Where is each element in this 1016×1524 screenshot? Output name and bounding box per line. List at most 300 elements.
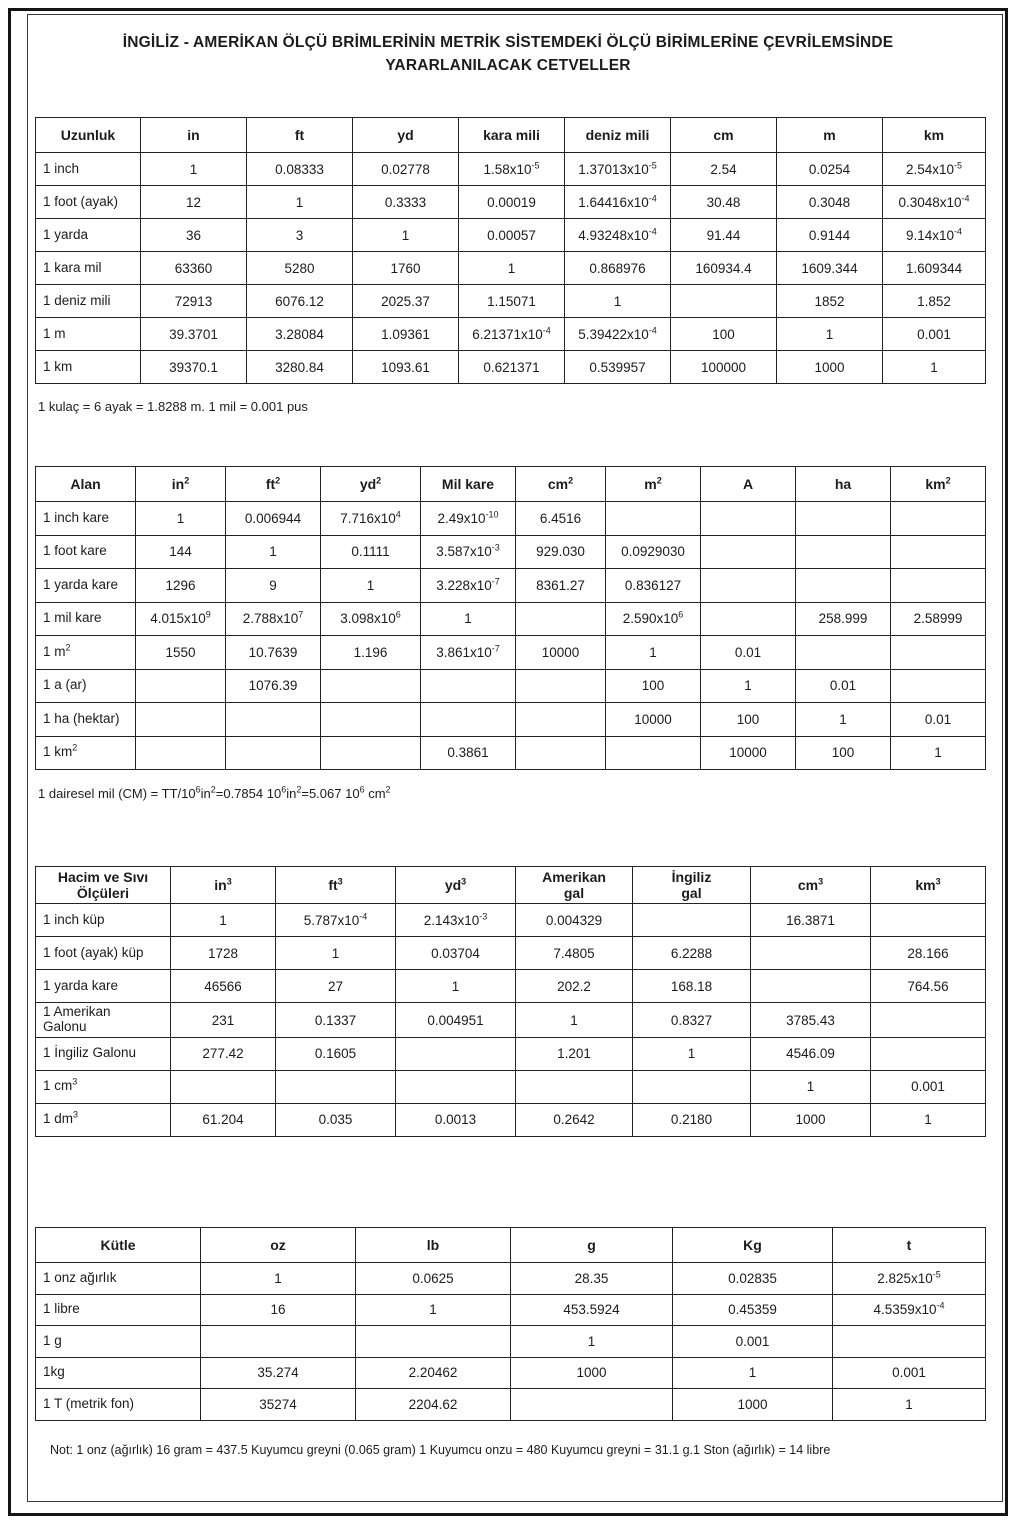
table-cell: [891, 636, 986, 670]
table-cell: [356, 1326, 511, 1358]
table-cell: 0.0625: [356, 1263, 511, 1295]
table-cell: [633, 904, 751, 937]
table-row: [36, 1070, 986, 1103]
table-cell: $4.5359x10^{-4}$: [833, 1294, 986, 1326]
table-row: [36, 1294, 986, 1326]
table-cell: 1: [673, 1357, 833, 1389]
table-row: [36, 285, 986, 318]
table-cell: [606, 502, 701, 536]
table-cell: [321, 736, 421, 770]
table-cell: 1000: [777, 351, 883, 384]
table-row: [36, 1037, 986, 1070]
table-cell: 1: [751, 1070, 871, 1103]
table-cell: 8361.27: [516, 569, 606, 603]
table-cell: 1.196: [321, 636, 421, 670]
column-header: $in^3$: [171, 867, 276, 904]
table-cell: [751, 970, 871, 1003]
table-cell: 1: [606, 636, 701, 670]
row-label: 1 $km^2$: [36, 736, 136, 770]
table-cell: [796, 535, 891, 569]
column-header: $ft^2$: [226, 467, 321, 502]
table-cell: 1: [777, 318, 883, 351]
table-cell: 1296: [136, 569, 226, 603]
column-header: km: [883, 118, 986, 153]
column-header: cm: [671, 118, 777, 153]
column-header: $cm^3$: [751, 867, 871, 904]
table-cell: [511, 1389, 673, 1421]
table-cell: 30.48: [671, 186, 777, 219]
table-cell: $9.14x10^{-4}$: [883, 219, 986, 252]
table-cell: 27: [276, 970, 396, 1003]
table-cell: 1000: [673, 1389, 833, 1421]
table-cell: 1.201: [516, 1037, 633, 1070]
table-cell: $2.49x10^{-10}$: [421, 502, 516, 536]
table-cell: 1: [276, 937, 396, 970]
column-header: t: [833, 1228, 986, 1263]
table-cell: 10000: [516, 636, 606, 670]
table-row: [36, 535, 986, 569]
table-cell: [833, 1326, 986, 1358]
column-header: Alan: [36, 467, 136, 502]
table-row: [36, 1357, 986, 1389]
table-row: [36, 351, 986, 384]
column-header: m: [777, 118, 883, 153]
page-title-line1: İNGİLİZ - AMERİKAN ÖLÇÜ BRİMLERİNİN METRİK SİSTEMDEKİ ÖLÇÜ BİRİMLERİNE ÇEVRİLEMSİNDE: [122, 34, 894, 51]
header-row: [36, 467, 986, 502]
column-header: ha: [796, 467, 891, 502]
table-cell: [633, 1070, 751, 1103]
table-cell: 0.004951: [396, 1003, 516, 1038]
mass-conversion-table: [35, 1227, 985, 1421]
table-cell: 2025.37: [353, 285, 459, 318]
table-cell: [171, 1070, 276, 1103]
table-cell: [276, 1070, 396, 1103]
table-row: [36, 703, 986, 737]
table-cell: 3: [247, 219, 353, 252]
table-cell: [226, 703, 321, 737]
table-cell: 100: [671, 318, 777, 351]
column-header: kara mili: [459, 118, 565, 153]
table-cell: 231: [171, 1003, 276, 1038]
table-cell: 1076.39: [226, 669, 321, 703]
table-cell: 3.28084: [247, 318, 353, 351]
table-cell: [871, 904, 986, 937]
table-cell: 1: [891, 736, 986, 770]
table-cell: [701, 502, 796, 536]
table-cell: $3.228x10^{-7}$: [421, 569, 516, 603]
column-header: A: [701, 467, 796, 502]
table-cell: [796, 502, 891, 536]
row-label: 1 Amerikan Galonu: [36, 1003, 171, 1038]
column-header: Mil kare: [421, 467, 516, 502]
row-label: 1 libre: [36, 1294, 201, 1326]
table-cell: 1: [396, 970, 516, 1003]
table-cell: 1.609344: [883, 252, 986, 285]
table-cell: 1000: [751, 1103, 871, 1136]
table-row: [36, 636, 986, 670]
row-label: 1 kara mil: [36, 252, 141, 285]
length-conversion-table: [35, 117, 985, 384]
table-cell: 0.1337: [276, 1003, 396, 1038]
row-label: 1 deniz mili: [36, 285, 141, 318]
table-cell: 9: [226, 569, 321, 603]
alan-grid: [35, 466, 986, 770]
table-cell: 0.00057: [459, 219, 565, 252]
table-cell: [516, 736, 606, 770]
table-cell: 12: [141, 186, 247, 219]
table-cell: 4546.09: [751, 1037, 871, 1070]
page-title: [40, 31, 976, 78]
row-label: 1 inch kare: [36, 502, 136, 536]
row-label: 1 inch küp: [36, 904, 171, 937]
table-cell: 764.56: [871, 970, 986, 1003]
table-cell: 1: [136, 502, 226, 536]
table-cell: 0.2642: [516, 1103, 633, 1136]
table-cell: 1: [833, 1389, 986, 1421]
table-cell: 63360: [141, 252, 247, 285]
table-cell: [701, 602, 796, 636]
page-title-line2: YARARLANILACAK CETVELLER: [385, 57, 631, 75]
table-cell: 0.001: [833, 1357, 986, 1389]
table-cell: 10000: [606, 703, 701, 737]
table-cell: 46566: [171, 970, 276, 1003]
table-cell: 1609.344: [777, 252, 883, 285]
column-header: Kg: [673, 1228, 833, 1263]
table-cell: 39.3701: [141, 318, 247, 351]
table-cell: [136, 703, 226, 737]
column-header: $cm^2$: [516, 467, 606, 502]
table-cell: 202.2: [516, 970, 633, 1003]
table-cell: 1: [141, 153, 247, 186]
table-row: [36, 219, 986, 252]
table-cell: $2.825x10^{-5}$: [833, 1263, 986, 1295]
table-cell: 28.35: [511, 1263, 673, 1295]
table-cell: $4.93248x10^{-4}$: [565, 219, 671, 252]
table-cell: $6.21371x10^{-4}$: [459, 318, 565, 351]
table-cell: 0.1111: [321, 535, 421, 569]
header-row: [36, 1228, 986, 1263]
table-row: [36, 970, 986, 1003]
table-cell: [871, 1003, 986, 1038]
table-cell: $4.015x10^9$: [136, 602, 226, 636]
row-label: 1 T (metrik fon): [36, 1389, 201, 1421]
row-label: 1 $dm^3$: [36, 1103, 171, 1136]
table-cell: [421, 703, 516, 737]
table-cell: $3.098x10^6$: [321, 602, 421, 636]
table-cell: 16: [201, 1294, 356, 1326]
table-cell: 1.09361: [353, 318, 459, 351]
table-cell: 10000: [701, 736, 796, 770]
table-cell: 0.0929030: [606, 535, 701, 569]
table-cell: 0.621371: [459, 351, 565, 384]
table-cell: [701, 569, 796, 603]
table-cell: [136, 736, 226, 770]
table-cell: 0.01: [891, 703, 986, 737]
table-cell: 0.01: [796, 669, 891, 703]
table-cell: [396, 1070, 516, 1103]
table-cell: 144: [136, 535, 226, 569]
table-cell: 0.001: [883, 318, 986, 351]
table-cell: 1: [421, 602, 516, 636]
column-header: oz: [201, 1228, 356, 1263]
kutle-grid: [35, 1227, 986, 1421]
table-cell: [871, 1037, 986, 1070]
row-label: 1 inch: [36, 153, 141, 186]
table-cell: 61.204: [171, 1103, 276, 1136]
table-cell: 1.852: [883, 285, 986, 318]
table-cell: 91.44: [671, 219, 777, 252]
column-header: Uzunluk: [36, 118, 141, 153]
table-cell: 1: [701, 669, 796, 703]
table-row: [36, 1103, 986, 1136]
table-cell: 1: [883, 351, 986, 384]
header-row: [36, 867, 986, 904]
row-label: 1 İngiliz Galonu: [36, 1037, 171, 1070]
table-cell: 1852: [777, 285, 883, 318]
column-header: Amerikan gal: [516, 867, 633, 904]
table-cell: 39370.1: [141, 351, 247, 384]
table-cell: 3785.43: [751, 1003, 871, 1038]
table-cell: [226, 736, 321, 770]
table-cell: 1000: [511, 1357, 673, 1389]
table-cell: 100: [796, 736, 891, 770]
table-cell: 2204.62: [356, 1389, 511, 1421]
table-row: [36, 252, 986, 285]
table-cell: 6.2288: [633, 937, 751, 970]
table-cell: $5.787x10^{-4}$: [276, 904, 396, 937]
table-cell: 10.7639: [226, 636, 321, 670]
table-cell: $5.39422x10^{-4}$: [565, 318, 671, 351]
row-label: 1 $m^2$: [36, 636, 136, 670]
table-cell: $3.861x10^{-7}$: [421, 636, 516, 670]
table-cell: 1: [516, 1003, 633, 1038]
table-cell: 0.3048: [777, 186, 883, 219]
table-cell: $1.64416x10^{-4}$: [565, 186, 671, 219]
table-cell: [891, 535, 986, 569]
table-cell: 1: [796, 703, 891, 737]
table-cell: [891, 669, 986, 703]
table-cell: [321, 703, 421, 737]
table-cell: 1: [247, 186, 353, 219]
table-cell: [796, 569, 891, 603]
header-row: [36, 118, 986, 153]
table-cell: [396, 1037, 516, 1070]
row-label: 1 a (ar): [36, 669, 136, 703]
table-cell: 100: [701, 703, 796, 737]
table-cell: 160934.4: [671, 252, 777, 285]
row-label: 1 yarda kare: [36, 569, 136, 603]
table-cell: 0.836127: [606, 569, 701, 603]
table-cell: 28.166: [871, 937, 986, 970]
column-header: $km^2$: [891, 467, 986, 502]
column-header: $yd^2$: [321, 467, 421, 502]
table-cell: 1550: [136, 636, 226, 670]
table-cell: 100000: [671, 351, 777, 384]
row-label: 1 onz ağırlık: [36, 1263, 201, 1295]
table-cell: 453.5924: [511, 1294, 673, 1326]
table-cell: 35.274: [201, 1357, 356, 1389]
table-cell: 1: [171, 904, 276, 937]
table-cell: 7.4805: [516, 937, 633, 970]
area-table-footnote: 1 dairesel mil $(CM) = TT/10^6in^2=0.7854$ $10^6in^2=5.067$ $10^6$ $cm^2$: [38, 784, 391, 801]
column-header: g: [511, 1228, 673, 1263]
table-cell: [421, 669, 516, 703]
column-header: $in^2$: [136, 467, 226, 502]
column-header: Hacim ve Sıvı Ölçüleri: [36, 867, 171, 904]
table-cell: $3.587x10^{-3}$: [421, 535, 516, 569]
table-cell: 929.030: [516, 535, 606, 569]
bottom-note: Not: 1 onz (ağırlık) 16 gram = 437.5 Kuyumcu greyni (0.065 gram) 1 Kuyumcu onzu = 480 Kuyumcu greyni = 31.1 g.1 Ston (ağırlık) = 14 libre: [50, 1443, 831, 1457]
column-header: $m^2$: [606, 467, 701, 502]
table-cell: 1: [353, 219, 459, 252]
table-cell: $0.3048x10^{-4}$: [883, 186, 986, 219]
table-cell: 0.004329: [516, 904, 633, 937]
table-cell: 2.58999: [891, 602, 986, 636]
area-conversion-table: [35, 466, 985, 770]
table-cell: [201, 1326, 356, 1358]
table-cell: 277.42: [171, 1037, 276, 1070]
table-cell: 0.03704: [396, 937, 516, 970]
table-row: [36, 669, 986, 703]
row-label: 1 km: [36, 351, 141, 384]
table-row: [36, 1389, 986, 1421]
table-cell: $1.37013x10^{-5}$: [565, 153, 671, 186]
table-cell: 1728: [171, 937, 276, 970]
table-cell: 6.4516: [516, 502, 606, 536]
table-cell: 0.035: [276, 1103, 396, 1136]
table-cell: [516, 602, 606, 636]
table-cell: 1.15071: [459, 285, 565, 318]
table-cell: [136, 669, 226, 703]
table-cell: 0.2180: [633, 1103, 751, 1136]
hacim-grid: [35, 866, 986, 1137]
table-cell: 168.18: [633, 970, 751, 1003]
table-cell: 2.20462: [356, 1357, 511, 1389]
table-row: [36, 602, 986, 636]
column-header: $yd^3$: [396, 867, 516, 904]
uzunluk-grid: [35, 117, 986, 384]
table-cell: $2.54x10^{-5}$: [883, 153, 986, 186]
table-cell: 0.00019: [459, 186, 565, 219]
table-row: [36, 736, 986, 770]
table-cell: 0.45359: [673, 1294, 833, 1326]
row-label: 1 ha (hektar): [36, 703, 136, 737]
row-label: 1 foot (ayak) küp: [36, 937, 171, 970]
table-cell: [796, 636, 891, 670]
row-label: 1 yarda kare: [36, 970, 171, 1003]
table-cell: 2.54: [671, 153, 777, 186]
table-cell: 1: [565, 285, 671, 318]
table-cell: 1: [633, 1037, 751, 1070]
table-cell: 1: [356, 1294, 511, 1326]
length-table-footnote: 1 kulaç = 6 ayak = 1.8288 m. 1 mil = 0.001 pus: [38, 399, 308, 414]
table-cell: 1760: [353, 252, 459, 285]
table-cell: 0.539957: [565, 351, 671, 384]
table-cell: 1: [201, 1263, 356, 1295]
column-header: ft: [247, 118, 353, 153]
table-cell: $7.716x10^4$: [321, 502, 421, 536]
row-label: 1 mil kare: [36, 602, 136, 636]
table-cell: 1: [459, 252, 565, 285]
row-label: 1 m: [36, 318, 141, 351]
table-cell: 0.0254: [777, 153, 883, 186]
table-cell: [891, 569, 986, 603]
table-cell: [606, 736, 701, 770]
table-row: [36, 318, 986, 351]
volume-conversion-table: [35, 866, 985, 1137]
column-header: deniz mili: [565, 118, 671, 153]
table-cell: 1: [321, 569, 421, 603]
table-row: [36, 569, 986, 603]
row-label: 1 yarda: [36, 219, 141, 252]
table-cell: 16.3871: [751, 904, 871, 937]
table-cell: 0.006944: [226, 502, 321, 536]
table-cell: 0.868976: [565, 252, 671, 285]
table-cell: 5280: [247, 252, 353, 285]
table-cell: 0.001: [871, 1070, 986, 1103]
table-cell: 100: [606, 669, 701, 703]
column-header: $ft^3$: [276, 867, 396, 904]
table-cell: [701, 535, 796, 569]
table-row: [36, 937, 986, 970]
table-cell: [516, 669, 606, 703]
table-cell: $2.590x10^6$: [606, 602, 701, 636]
table-cell: 0.1605: [276, 1037, 396, 1070]
column-header: Kütle: [36, 1228, 201, 1263]
table-cell: 1: [511, 1326, 673, 1358]
table-row: [36, 186, 986, 219]
table-row: [36, 904, 986, 937]
table-row: [36, 502, 986, 536]
row-label: 1kg: [36, 1357, 201, 1389]
row-label: 1 $cm^3$: [36, 1070, 171, 1103]
table-cell: 36: [141, 219, 247, 252]
row-label: 1 foot kare: [36, 535, 136, 569]
table-cell: 0.01: [701, 636, 796, 670]
table-cell: 3280.84: [247, 351, 353, 384]
table-cell: [516, 1070, 633, 1103]
table-cell: 0.02835: [673, 1263, 833, 1295]
table-cell: $2.788x10^7$: [226, 602, 321, 636]
table-cell: 72913: [141, 285, 247, 318]
column-header: lb: [356, 1228, 511, 1263]
column-header: İngiliz gal: [633, 867, 751, 904]
table-cell: 0.3861: [421, 736, 516, 770]
table-cell: [516, 703, 606, 737]
table-cell: 258.999: [796, 602, 891, 636]
table-cell: $2.143x10^{-3}$: [396, 904, 516, 937]
column-header: $km^3$: [871, 867, 986, 904]
table-cell: 6076.12: [247, 285, 353, 318]
row-label: 1 g: [36, 1326, 201, 1358]
table-cell: 0.8327: [633, 1003, 751, 1038]
table-cell: 1: [871, 1103, 986, 1136]
table-cell: $1.58x10^{-5}$: [459, 153, 565, 186]
table-row: [36, 153, 986, 186]
table-row: [36, 1263, 986, 1295]
table-cell: 0.9144: [777, 219, 883, 252]
table-cell: 1093.61: [353, 351, 459, 384]
column-header: yd: [353, 118, 459, 153]
table-cell: 0.08333: [247, 153, 353, 186]
table-cell: [671, 285, 777, 318]
table-cell: 0.3333: [353, 186, 459, 219]
column-header: in: [141, 118, 247, 153]
table-cell: 0.02778: [353, 153, 459, 186]
table-cell: 1: [226, 535, 321, 569]
table-cell: [751, 937, 871, 970]
table-cell: [321, 669, 421, 703]
